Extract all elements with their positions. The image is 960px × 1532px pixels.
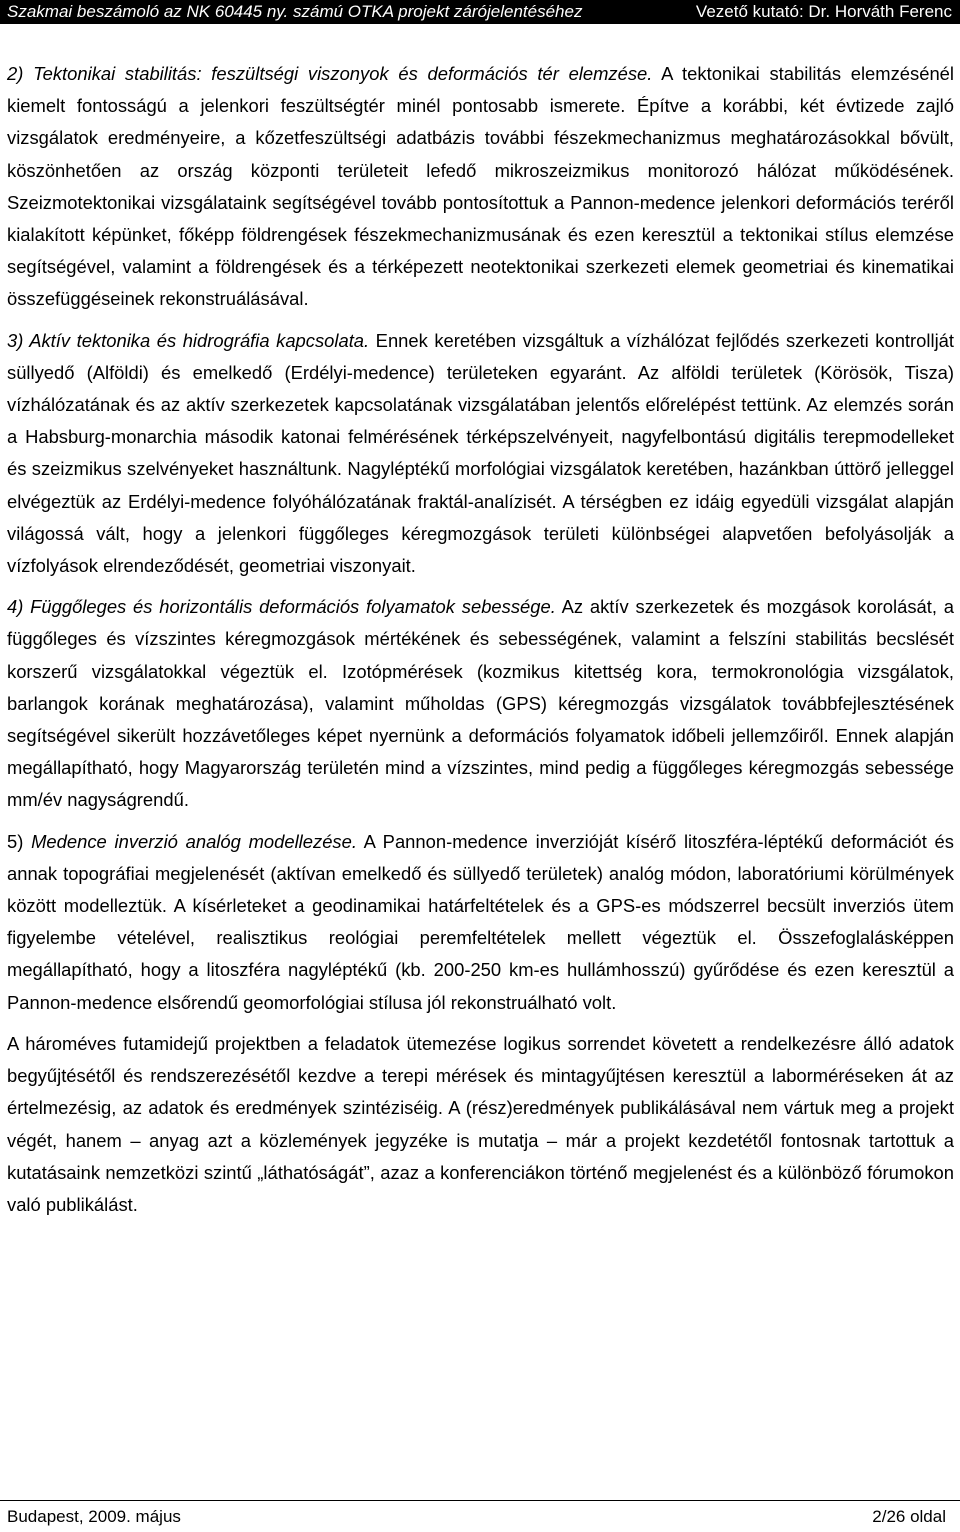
section-text: A tektonikai stabilitás elemzésénél kiemelt fontosságú a jelenkori feszültségtér minél pontosabb ismerete. Építve a korábbi, két évtizede zajló vizsgálatok eredményeire, a kőzetfeszültségi adatbázis további fészekmechanizmus meghatározásokkal bővült, köszönhetően az ország központi területeit lefedő mikroszeizmikus monitorozó hálózat működésének. Szeizmotektonikai vizsgálataink segítségével tovább pontosítottuk a Pannon-medence jelenkori deformációs teréről kialakított képünket, főképp földrengések fészekmechanizmusának és ezen keresztül a tektonikai stílus elemzése segítségével, valamint a földrengések és a térképezett neotektonikai szerkezeti elemek geometriai és kinematikai összefüggéseinek rekonstruálásával. [7, 63, 954, 310]
header-report-title: Szakmai beszámoló az NK 60445 ny. számú OTKA projekt zárójelentéséhez [7, 2, 583, 21]
page-header [0, 0, 960, 24]
section-heading: 3) Aktív tektonika és hidrográfia kapcsolata. [7, 329, 370, 351]
document-body [7, 58, 954, 1221]
footer-page-number: 2/26 oldal [872, 1507, 946, 1526]
section-tectonic-stability [7, 58, 954, 316]
section-heading: 2) Tektonikai stabilitás: feszültségi viszonyok és deformációs tér elemzése. [7, 63, 653, 84]
section-project-summary [7, 1028, 954, 1221]
section-basin-inversion-modelling [7, 826, 954, 1019]
section-text: A Pannon-medence inverzióját kísérő litoszféra-léptékű deformációt és annak topográfiai megjelenését (aktívan emelkedő és süllyedő területek) analóg módon, laboratóriumi körülmények között modelleztük. A kísérleteket a geodinamikai határfeltételek és a GPS-es módszerrel becsült inverziós ütem figyelembe vételével, realisztikus reológiai peremfeltételek mellett végeztük el. Összefoglalásképpen megállapítható, hogy a litoszféra nagyléptékű (kb. 200-250 km-es hullámhosszú) gyűrődése és ezen keresztül a Pannon-medence elsőrendű geomorfológiai stílusa jól rekonstruálható volt. [7, 830, 954, 1013]
section-text: Az aktív szerkezetek és mozgások korolását, a függőleges és vízszintes kéregmozgások mértékének és sebességének, valamint a felszíni stabilitás becslését korszerű vizsgálatokkal végeztük el. Izotópmérések (kozmikus kitettség kora, termokronológia vizsgálatok, barlangok korának meghatározása), valamint műholdas (GPS) kéregmozgás vizsgálatok továbbfejlesztésének segítségével sikerült hozzávetőleges képet nyernünk a deformációs folyamatok időbeli jellemzőiről. Ennek alapján megállapítható, hogy Magyarország területén mind a vízszintes, mind pedig a függőleges kéregmozgás sebessége mm/év nagyságrendű. [7, 596, 955, 811]
section-deformation-rates [7, 591, 954, 816]
section-heading: 4) Függőleges és horizontális deformációs folyamatok sebessége. [7, 596, 556, 618]
section-heading: Medence inverzió analóg modellezése. [31, 830, 357, 852]
section-text: A hároméves futamidejű projektben a feladatok ütemezése logikus sorrendet követett a rendelkezésre álló adatok begyűjtésétől és rendszerezésétől kezdve a terepi mérések és mintagyűjtésen keresztül a laborméréseken át az értelmezésig, az adatok és eredmények szintéziséig. A (rész)eredmények publikálásával nem vártuk meg a projekt végét, hanem – anyag azt a közlemények jegyzéke is mutatja – már a projekt kezdetétől fontosnak tartottuk a kutatásaink nemzetközi szintű „láthatóságát”, azaz a konferenciákon történő megjelenést és a különböző fórumokon való publikálást. [7, 1032, 954, 1215]
section-active-tectonics-hydrography [7, 325, 954, 583]
header-lead-researcher: Vezető kutató: Dr. Horváth Ferenc [695, 2, 952, 21]
page-footer [0, 1500, 960, 1532]
footer-place-date: Budapest, 2009. május [7, 1507, 181, 1526]
section-text: Ennek keretében vizsgáltuk a vízhálózat fejlődés szerkezeti kontrollját süllyedő (Alföldi) és emelkedő (Erdélyi-medence) területeken egyaránt. Az alföldi területek (Körösök, Tisza) vízhálózatának és az aktív szerkezetek kapcsolatának vizsgálatában jelentős előrelépést tettünk. Az elemzés során a Habsburg-monarchia második katonai felmérésének térképszelvényeit, nagyfelbontású digitális terepmodelleket és szeizmikus szelvényeket használtunk. Nagyléptékű morfológiai vizsgálatok keretében, hazánkban úttörő jelleggel elvégeztük az Erdélyi-medence folyóhálózatának fraktál-analízisét. A térségben ez idáig egyedüli vizsgálat alapján világossá vált, hogy a jelenkori függőleges kéregmozgások területi különbségei alapvetően befolyásolják a vízfolyások elrendeződését, geometriai viszonyait. [7, 329, 954, 577]
section-number: 5) [7, 830, 32, 852]
